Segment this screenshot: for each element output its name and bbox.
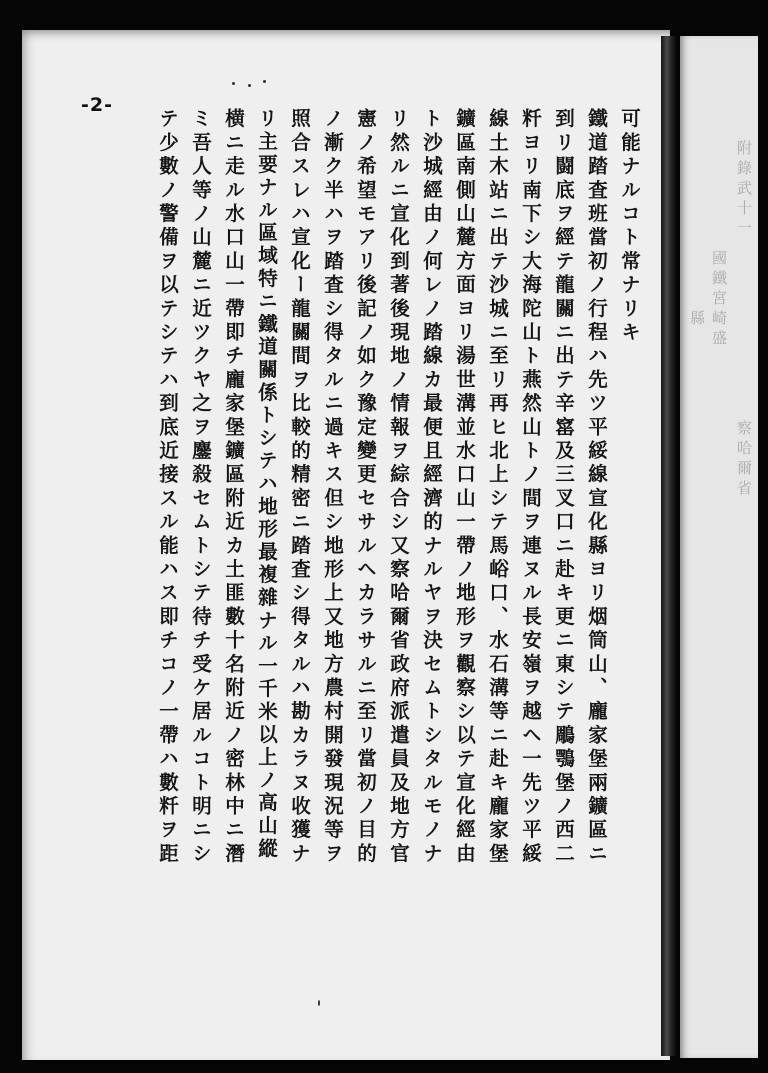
- text-column: 粁ヨリ南下シ大海陀山ト燕然山トノ間ヲ連ヌル長安嶺ヲ越ヘ一先ツ平綏: [519, 108, 542, 867]
- bleed-column: 國鐵宮崎盛: [710, 250, 728, 350]
- text-column: ノ漸ク半ハヲ踏査シ得タルニ過キス但シ地形上又地方農村開發現況等ヲ: [321, 108, 344, 867]
- text-column: 憲ノ希望モアリ後記ノ如ク豫定變更セサルヘカラサルニ至リ當初ノ目的: [354, 108, 377, 867]
- scan-speck: [248, 84, 251, 87]
- page-number: -2-: [81, 94, 113, 116]
- text-column: 線土木站ニ出テ沙城ニ至リ再ヒ北上シテ馬峪口、水石溝等ニ赴キ龐家堡: [486, 108, 509, 867]
- text-column: 鐵道踏査班當初ノ行程ハ先ツ平綏線宣化縣ヨリ烟筒山、龐家堡兩鑛區ニ: [585, 108, 608, 867]
- text-column: ト沙城經由ノ何レノ踏線カ最便且經濟的ナルヤヲ決セムトシタルモノナ: [420, 108, 443, 867]
- scan-speck: [263, 80, 266, 83]
- text-column: リ主要ナル區域特ニ鐵道關係トシテハ地形最複雜ナル一千米以上ノ高山縱: [255, 108, 278, 861]
- bleed-column: 縣: [688, 310, 706, 330]
- text-column: ミ吾人等ノ山麓ニ近ツクヤ之ヲ鏖殺セムトシテ待チ受ケ居ルコト明ニシ: [189, 108, 212, 867]
- text-column: 可能ナルコト常ナリキ: [618, 108, 641, 345]
- text-column: 照合スレハ宣化ー龍關間ヲ比較的精密ニ踏査シ得タルハ勘カラヌ收獲ナ: [288, 108, 311, 867]
- bleed-column: 察哈爾省: [735, 420, 753, 500]
- text-column: リ然ルニ宣化到著後現地ノ情報ヲ綜合シ又察哈爾省政府派遣員及地方官: [387, 108, 410, 867]
- text-column: 到リ闘底ヲ經テ龍關ニ出テ辛窰及三叉口ニ赴キ更ニ東シテ鵰鶚堡ノ西二: [552, 108, 575, 867]
- text-column: 横ニ走ル水口山一帶即チ龐家堡鑛區附近カ土匪數十名附近ノ密林中ニ潛: [222, 108, 245, 867]
- scan-speck: [318, 1000, 320, 1006]
- text-column: 鑛區南側山麓方面ヨリ湯世溝並水口山一帶ノ地形ヲ觀察シ以テ宣化經由: [453, 108, 476, 867]
- bleed-column: 附錄武十一: [735, 140, 753, 240]
- text-column: テ少數ノ警備ヲ以テシテハ到底近接スル能ハス即チコノ一帶ハ數粁ヲ距: [156, 108, 179, 867]
- scan-speck: [232, 82, 235, 85]
